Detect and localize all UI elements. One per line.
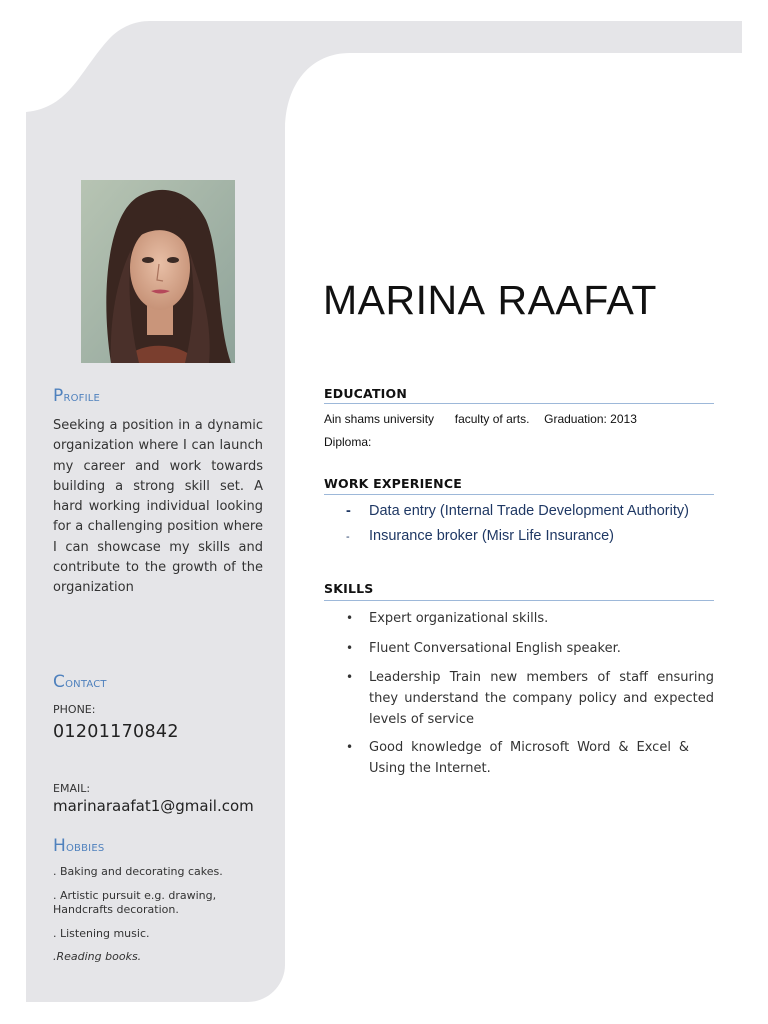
education-divider <box>324 403 714 404</box>
skill-item <box>346 667 714 730</box>
hobby-item: . Artistic pursuit e.g. drawing, Handcrafts decoration. <box>53 889 217 916</box>
bullet-icon: • <box>346 670 354 684</box>
email-label: EMAIL: <box>53 782 91 795</box>
hobby-item: . Listening music. <box>53 927 150 940</box>
contact-heading <box>53 672 107 692</box>
email-value[interactable]: marinaraafat1@gmail.com <box>53 797 254 815</box>
bullet-icon: • <box>346 611 354 625</box>
first-name: MARINA <box>323 277 486 323</box>
work-title: WORK EXPERIENCE <box>324 476 462 491</box>
work-item <box>346 503 689 519</box>
work-item-text: Insurance broker (Misr Life Insurance) <box>369 528 614 544</box>
work-item-text: Data entry (Internal Trade Development Authority) <box>369 503 689 519</box>
profile-heading-rest: rofile <box>63 389 101 405</box>
skill-text: Fluent Conversational English speaker. <box>369 641 621 656</box>
education-faculty: faculty of arts. <box>454 412 530 426</box>
profile-heading <box>53 386 100 406</box>
hobby-item: . Baking and decorating cakes. <box>53 865 223 878</box>
hobbies-heading <box>53 836 104 856</box>
hobbies-heading-initial: H <box>53 836 66 856</box>
education-university: Ain shams university <box>324 412 435 426</box>
skill-text: Good knowledge of Microsoft Word & Excel & Using the Internet. <box>369 740 689 776</box>
candidate-name <box>323 277 657 324</box>
skills-title: SKILLS <box>324 581 374 596</box>
hobby-item: .Reading books. <box>53 950 142 963</box>
education-title: EDUCATION <box>324 386 408 401</box>
phone-value[interactable]: 01201170842 <box>53 722 179 742</box>
skill-item <box>346 638 714 659</box>
education-line <box>324 412 637 426</box>
skill-text: Expert organizational skills. <box>369 611 549 626</box>
work-divider <box>324 494 714 495</box>
skill-text: Leadership Train new members of staff ensuring they understand the company policy and expected levels of service <box>369 670 714 727</box>
education-graduation: Graduation: 2013 <box>544 412 637 426</box>
contact-heading-initial: C <box>53 672 66 692</box>
bullet-icon: • <box>346 740 354 754</box>
profile-text: Seeking a position in a dynamic organization where I can launch my career and work towards building a strong skill set. A hard working individual looking for a challenging position where I can showcase my skills and contribute to the growth of the organization <box>53 418 263 596</box>
profile-photo <box>81 180 235 363</box>
work-dash: - <box>346 531 350 543</box>
bullet-icon: • <box>346 641 354 655</box>
profile-heading-initial: P <box>53 386 64 406</box>
phone-label: PHONE: <box>53 703 96 716</box>
work-item <box>346 528 614 544</box>
contact-heading-rest: ontact <box>65 675 107 691</box>
last-name: RAAFAT <box>497 277 657 323</box>
skill-item <box>346 737 689 779</box>
work-dash: - <box>346 503 351 519</box>
education-diploma: Diploma: <box>324 435 372 449</box>
skill-item <box>346 608 714 629</box>
hobbies-heading-rest: obbies <box>65 839 105 855</box>
skills-divider <box>324 600 714 601</box>
